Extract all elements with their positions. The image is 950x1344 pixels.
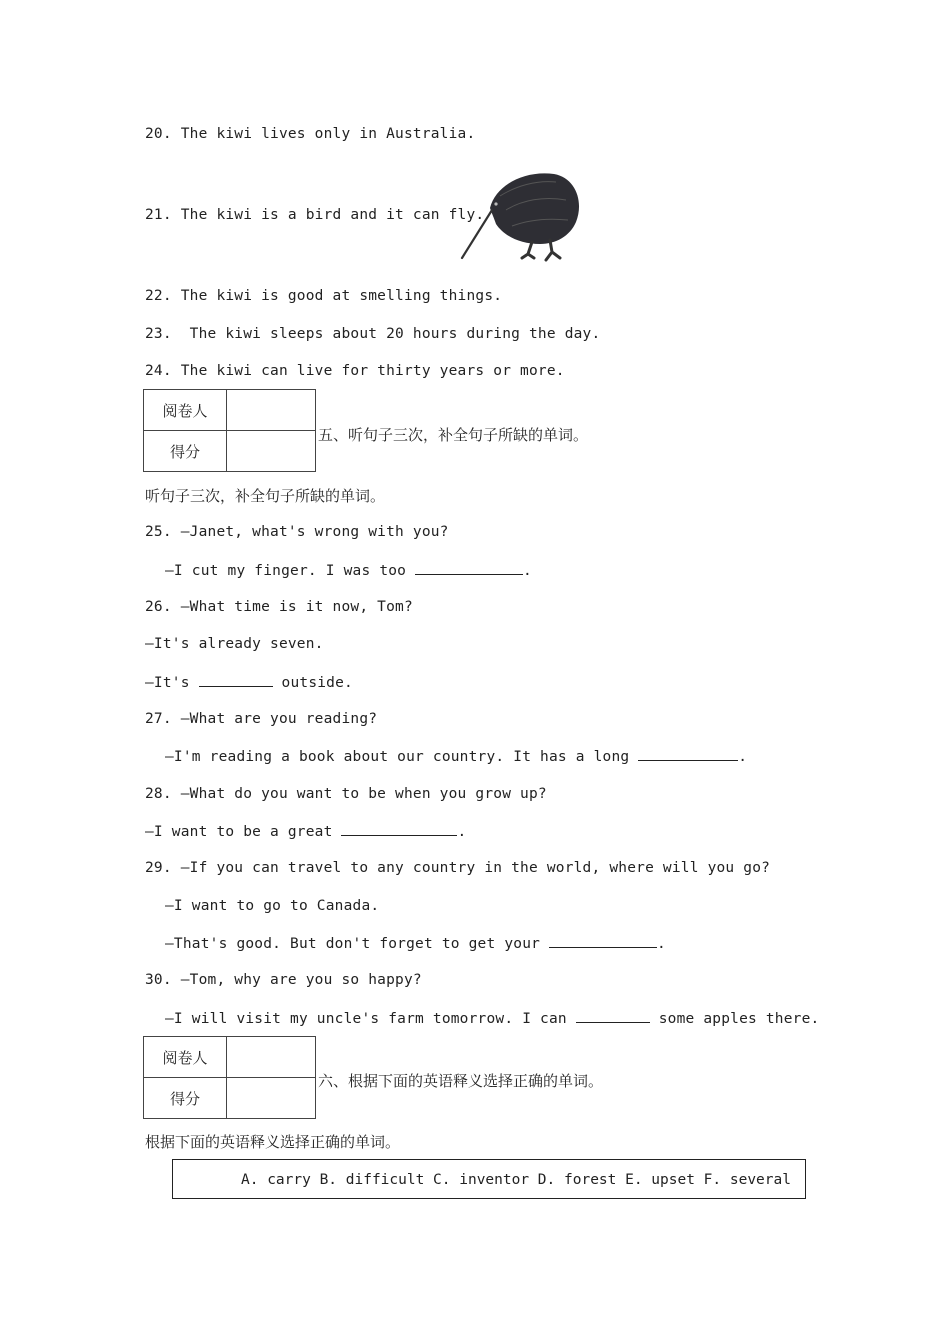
section-5-instruction: 听句子三次，补全句子所缺的单词。 — [145, 487, 386, 505]
statement-20: 20. The kiwi lives only in Australia. — [145, 126, 476, 142]
answer-30: —I will visit my uncle's farm tomorrow. I can some apples there. — [165, 1011, 820, 1027]
score-cell — [227, 1078, 316, 1119]
answer-blank-26[interactable] — [199, 674, 273, 687]
question-30: 30. —Tom, why are you so happy? — [145, 972, 422, 988]
question-25: 25. —Janet, what's wrong with you? — [145, 524, 449, 540]
statement-24: 24. The kiwi can live for thirty years or more. — [145, 363, 565, 379]
section-5-score-table — [143, 389, 316, 472]
answer-26: —It's outside. — [145, 675, 353, 691]
answer-blank-30[interactable] — [576, 1010, 650, 1023]
section-6-instruction: 根据下面的英语释义选择正确的单词。 — [145, 1133, 401, 1151]
word-options-box — [172, 1159, 806, 1199]
answer-27: —I'm reading a book about our country. It has a long . — [165, 749, 748, 765]
statement-22: 22. The kiwi is good at smelling things. — [145, 288, 503, 304]
grader-cell — [227, 390, 316, 431]
score-label: 得分 — [144, 1078, 227, 1119]
answer-blank-27[interactable] — [638, 748, 738, 761]
answer-blank-25[interactable] — [415, 562, 523, 575]
grader-label: 阅卷人 — [144, 1037, 227, 1078]
question-27: 27. —What are you reading? — [145, 711, 378, 727]
reply-29: —I want to go to Canada. — [165, 898, 380, 914]
kiwi-bird-illustration — [456, 166, 586, 266]
answer-28: —I want to be a great . — [145, 824, 467, 840]
question-29: 29. —If you can travel to any country in the world, where will you go? — [145, 860, 771, 876]
question-26: 26. —What time is it now, Tom? — [145, 599, 413, 615]
section-6-title: 六、根据下面的英语释义选择正确的单词。 — [318, 1072, 604, 1090]
word-options: A. carry B. difficult C. inventor D. forest E. upset F. several — [241, 1172, 791, 1188]
answer-29: —That's good. But don't forget to get your . — [165, 936, 666, 952]
reply-26: —It's already seven. — [145, 636, 324, 652]
answer-blank-28[interactable] — [341, 823, 457, 836]
answer-25: —I cut my finger. I was too . — [165, 563, 532, 579]
score-cell — [227, 431, 316, 472]
statement-21: 21. The kiwi is a bird and it can fly. — [145, 207, 485, 223]
answer-blank-29[interactable] — [549, 935, 657, 948]
statement-23: 23. The kiwi sleeps about 20 hours during the day. — [145, 326, 601, 342]
question-28: 28. —What do you want to be when you grow up? — [145, 786, 547, 802]
section-6-score-table — [143, 1036, 316, 1119]
grader-cell — [227, 1037, 316, 1078]
section-5-title: 五、听句子三次，补全句子所缺的单词。 — [318, 426, 589, 444]
grader-label: 阅卷人 — [144, 390, 227, 431]
score-label: 得分 — [144, 431, 227, 472]
